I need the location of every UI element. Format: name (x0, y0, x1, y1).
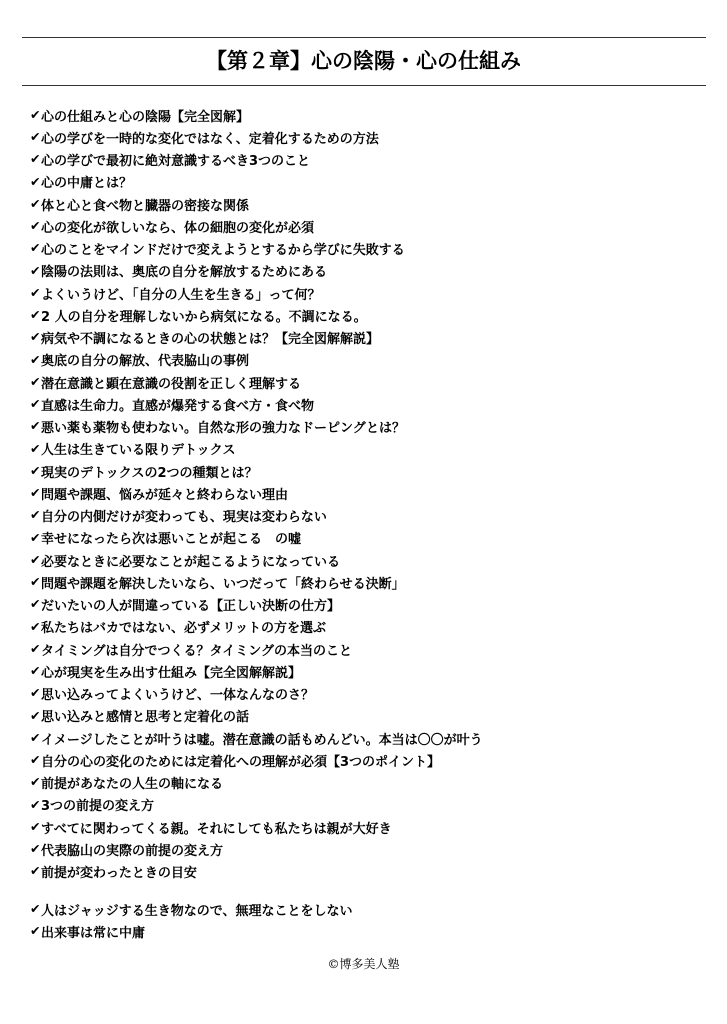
check-mark-icon: ✔ (30, 707, 41, 723)
list-item (30, 683, 710, 705)
list-item-text: 心の仕組みと心の陰陽【完全図解】 (41, 109, 250, 125)
list-item-text: 私たちはバカではない、必ずメリットの方を選ぶ (41, 621, 326, 637)
check-mark-icon: ✔ (30, 307, 41, 323)
list-item (30, 238, 710, 260)
check-mark-icon: ✔ (30, 841, 41, 857)
list-item (30, 282, 710, 304)
list-item (30, 349, 710, 371)
list-item (30, 215, 710, 237)
check-mark-icon: ✔ (30, 774, 41, 790)
check-mark-icon: ✔ (30, 685, 41, 701)
list-item (30, 638, 710, 660)
check-mark-icon: ✔ (30, 351, 41, 367)
check-mark-icon: ✔ (30, 373, 41, 389)
check-mark-icon: ✔ (30, 923, 41, 939)
list-item (30, 571, 710, 593)
list-item (30, 104, 710, 126)
list-item-text: だいたいの人が間違っている【正しい決断の仕方】 (41, 599, 341, 615)
copyright: ©博多美人塾 (327, 957, 400, 971)
check-mark-icon: ✔ (30, 106, 41, 122)
check-mark-icon: ✔ (30, 195, 41, 211)
list-item (30, 438, 710, 460)
list-item (30, 898, 710, 920)
list-item-text: 心のことをマインドだけで変えようとするから学びに失敗する (41, 243, 405, 259)
list-item-text: 直感は生命力。直感が爆発する食べ方・食べ物 (41, 398, 315, 414)
check-mark-icon: ✔ (30, 729, 41, 745)
list-item (30, 304, 710, 326)
check-mark-icon: ✔ (30, 618, 41, 634)
check-mark-icon: ✔ (30, 485, 41, 501)
chapter-title: 【第２章】心の陰陽・心の仕組み (206, 49, 521, 73)
check-mark-icon: ✔ (30, 284, 41, 300)
check-mark-icon: ✔ (30, 796, 41, 812)
list-item-text: 問題や課題、悩みが延々と終わらない理由 (41, 487, 289, 503)
list-item (30, 193, 710, 215)
list-item-text: 心の学びで最初に絶対意識するべき3つのこと (41, 154, 311, 170)
list-item-text: 人はジャッジする生き物なので、無理なことをしない (41, 903, 353, 919)
list-item (30, 705, 710, 727)
check-mark-icon: ✔ (30, 262, 41, 278)
check-mark-icon: ✔ (30, 418, 41, 434)
list-item-text: 自分の心の変化のためには定着化への理解が必須【3つのポイント】 (41, 754, 441, 770)
list-item-text: 前提があなたの人生の軸になる (41, 777, 224, 793)
list-item-text: 自分の内側だけが変わっても、現実は変わらない (41, 510, 327, 526)
list-item (30, 527, 710, 549)
list-item (30, 260, 710, 282)
check-mark-icon: ✔ (30, 129, 41, 145)
check-mark-icon: ✔ (30, 396, 41, 412)
list-item (30, 861, 710, 883)
list-item-text: 幸せになったら次は悪いことが起こる の嘘 (41, 532, 302, 548)
list-item (30, 460, 710, 482)
list-item (30, 794, 710, 816)
check-mark-icon: ✔ (30, 863, 41, 879)
check-mark-icon: ✔ (30, 507, 41, 523)
list-item (30, 816, 710, 838)
check-mark-icon: ✔ (30, 900, 41, 916)
list-item-text: 出来事は常に中庸 (41, 925, 146, 941)
list-item (30, 149, 710, 171)
list-item (30, 772, 710, 794)
list-item (30, 505, 710, 527)
list-item-text: 2 人の自分を理解しないから病気になる。不調になる。 (41, 309, 367, 325)
check-mark-icon: ✔ (30, 440, 41, 456)
list-item-text: 心の学びを一時的な変化ではなく、定着化するための方法 (41, 131, 379, 147)
list-item-text: 代表脇山の実際の前提の変え方 (41, 843, 224, 859)
list-item-text: 問題や課題を解決したいなら、いつだって「終わらせる決断」 (41, 576, 405, 592)
check-mark-icon: ✔ (30, 240, 41, 256)
list-item (30, 327, 710, 349)
list-item-text: 現実のデトックスの2つの種類とは？ (41, 465, 258, 481)
check-mark-icon: ✔ (30, 173, 41, 189)
list-item (30, 616, 710, 638)
check-mark-icon: ✔ (30, 752, 41, 768)
list-item-text: 必要なときに必要なことが起こるようになっている (41, 554, 341, 570)
list-item-text: 思い込みと感情と思考と定着化の話 (41, 710, 250, 726)
list-item (30, 594, 710, 616)
top-divider (22, 37, 706, 38)
check-mark-icon: ✔ (30, 596, 41, 612)
list-item (30, 416, 710, 438)
list-item-text: イメージしたことが叶うは嘘。潜在意識の話もめんどい。本当は〇〇が叶う (41, 732, 483, 748)
list-item-text: 潜在意識と顕在意識の役割を正しく理解する (41, 376, 302, 392)
list-item (30, 838, 710, 860)
list-item-text: すべてに関わってくる親。それにしても私たちは親が大好き (41, 821, 392, 837)
list-item-text: よくいうけど、「自分の人生を生きる」って何？ (41, 287, 321, 303)
list-item-text: 心が現実を生み出す仕組み【完全図解解説】 (41, 665, 302, 681)
check-mark-icon: ✔ (30, 151, 41, 167)
list-item (30, 371, 710, 393)
list-item (30, 749, 710, 771)
list-item (30, 660, 710, 682)
list-item-text: 3つの前提の変え方 (41, 799, 155, 815)
list-item-text: 奥底の自分の解放、代表脇山の事例 (41, 354, 250, 370)
check-mark-icon: ✔ (30, 462, 41, 478)
list-item-text: タイミングは自分でつくる？タイミングの本当のこと (41, 643, 352, 659)
list-item (30, 393, 710, 415)
list-item-text: 体と心と食べ物と臓器の密接な関係 (41, 198, 250, 214)
topic-list-extra (30, 898, 710, 943)
list-item-text: 病気や不調になるときの心の状態とは？【完全図解解説】 (41, 332, 380, 348)
check-mark-icon: ✔ (30, 551, 41, 567)
check-mark-icon: ✔ (30, 574, 41, 590)
list-item-text: 心の変化が欲しいなら、体の細胞の変化が必須 (41, 220, 315, 236)
check-mark-icon: ✔ (30, 218, 41, 234)
list-item-text: 人生は生きている限りデトックス (41, 443, 236, 459)
list-item (30, 171, 710, 193)
check-mark-icon: ✔ (30, 640, 41, 656)
list-item (30, 126, 710, 148)
list-item-text: 悪い薬も薬物も使わない。自然な形の強力なドーピングとは？ (41, 421, 406, 437)
list-item (30, 549, 710, 571)
title-divider (22, 85, 706, 86)
check-mark-icon: ✔ (30, 663, 41, 679)
list-item-text: 思い込みってよくいうけど、一体なんなのさ？ (41, 688, 315, 704)
list-item (30, 920, 710, 942)
list-item (30, 482, 710, 504)
check-mark-icon: ✔ (30, 329, 41, 345)
list-item-text: 陰陽の法則は、奥底の自分を解放するためにある (41, 265, 328, 281)
list-item-text: 前提が変わったときの目安 (41, 866, 197, 882)
list-item-text: 心の中庸とは？ (41, 176, 133, 192)
topic-list (30, 104, 710, 883)
check-mark-icon: ✔ (30, 529, 41, 545)
check-mark-icon: ✔ (30, 818, 41, 834)
list-item (30, 727, 710, 749)
